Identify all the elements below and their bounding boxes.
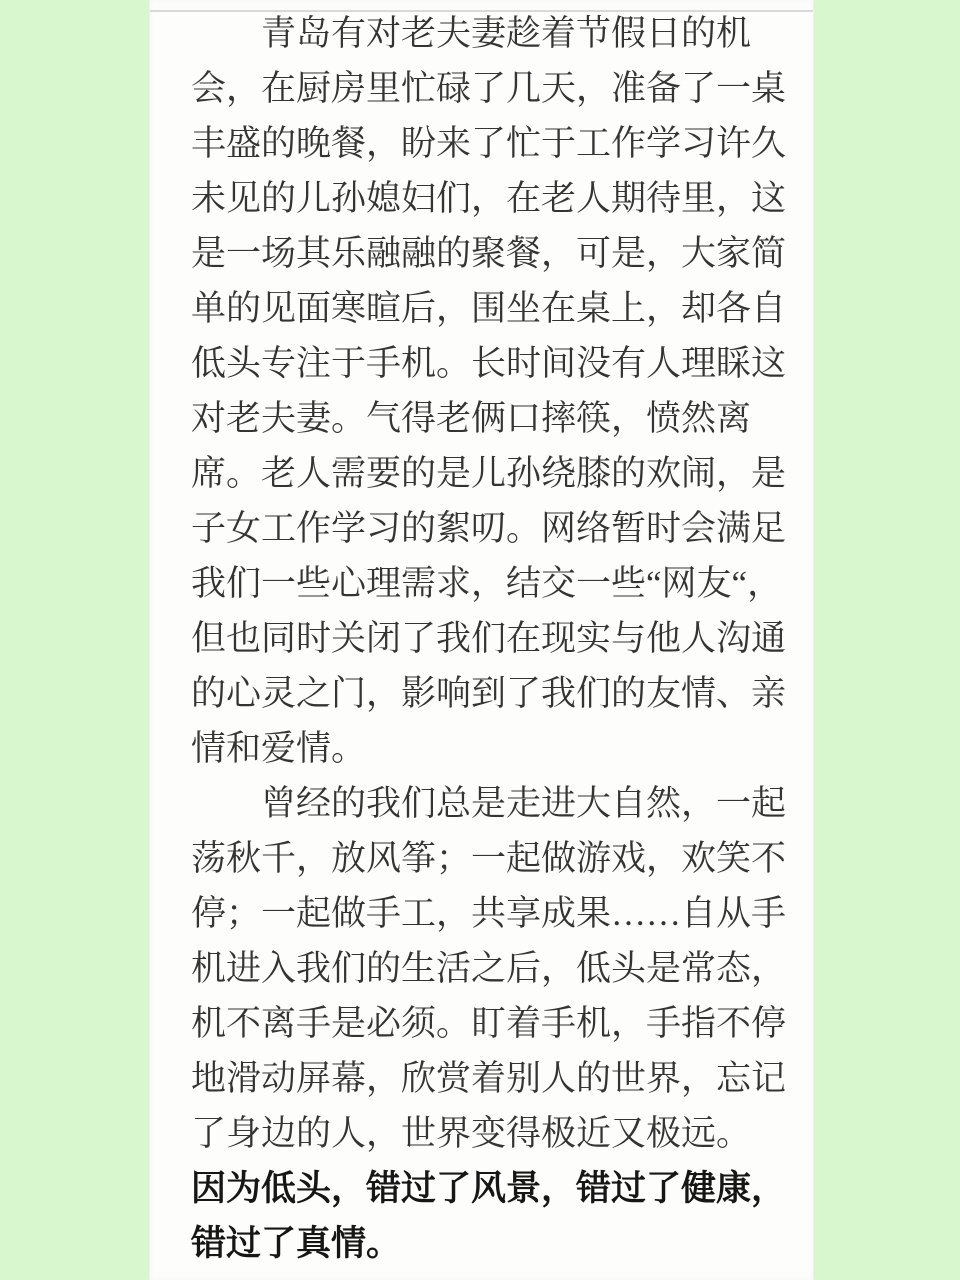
text-line: 荡秋千，放风筝；一起做游戏，欢笑不 [191,839,787,878]
text-line: 青岛有对老夫妻趁着节假日的机 [261,14,752,53]
text-line: 单的见面寒暄后，围坐在桌上，却各自 [191,289,787,328]
text-line: 地滑动屏幕，欣赏着别人的世界，忘记 [191,1059,787,1098]
text-line: 未见的儿孙媳妇们，在老人期待里，这 [191,179,787,218]
text-line: 曾经的我们总是走进大自然，一起 [261,784,787,823]
text-line: 错过了真情。 [191,1224,402,1263]
text-line: 停；一起做手工，共享成果……自从手 [191,894,787,933]
text-line: 机进入我们的生活之后，低头是常态， [191,949,787,988]
text-line: 丰盛的晚餐，盼来了忙于工作学习许久 [191,124,787,163]
essay-text [191,6,791,1271]
text-line: 因为低头，错过了风景，错过了健康， [191,1169,787,1208]
text-line: 席。老人需要的是儿孙绕膝的欢闹，是 [191,454,787,493]
text-line: 的心灵之门，影响到了我们的友情、亲 [191,674,787,713]
text-line: 但也同时关闭了我们在现实与他人沟通 [191,619,787,658]
document-page [149,0,814,1280]
text-line: 低头专注于手机。长时间没有人理睬这 [191,344,787,383]
text-line: 子女工作学习的絮叨。网络暂时会满足 [191,509,787,548]
text-line: 我们一些心理需求，结交一些“网友“， [191,564,783,603]
text-line: 了身边的人，世界变得极近又极远。 [191,1114,752,1153]
text-line: 会，在厨房里忙碌了几天，准备了一桌 [191,69,787,108]
text-line: 机不离手是必须。盯着手机，手指不停 [191,1004,787,1043]
text-line: 是一场其乐融融的聚餐，可是，大家简 [191,234,787,273]
text-line: 情和爱情。 [191,729,367,768]
text-line: 对老夫妻。气得老俩口摔筷，愤然离 [191,399,752,438]
